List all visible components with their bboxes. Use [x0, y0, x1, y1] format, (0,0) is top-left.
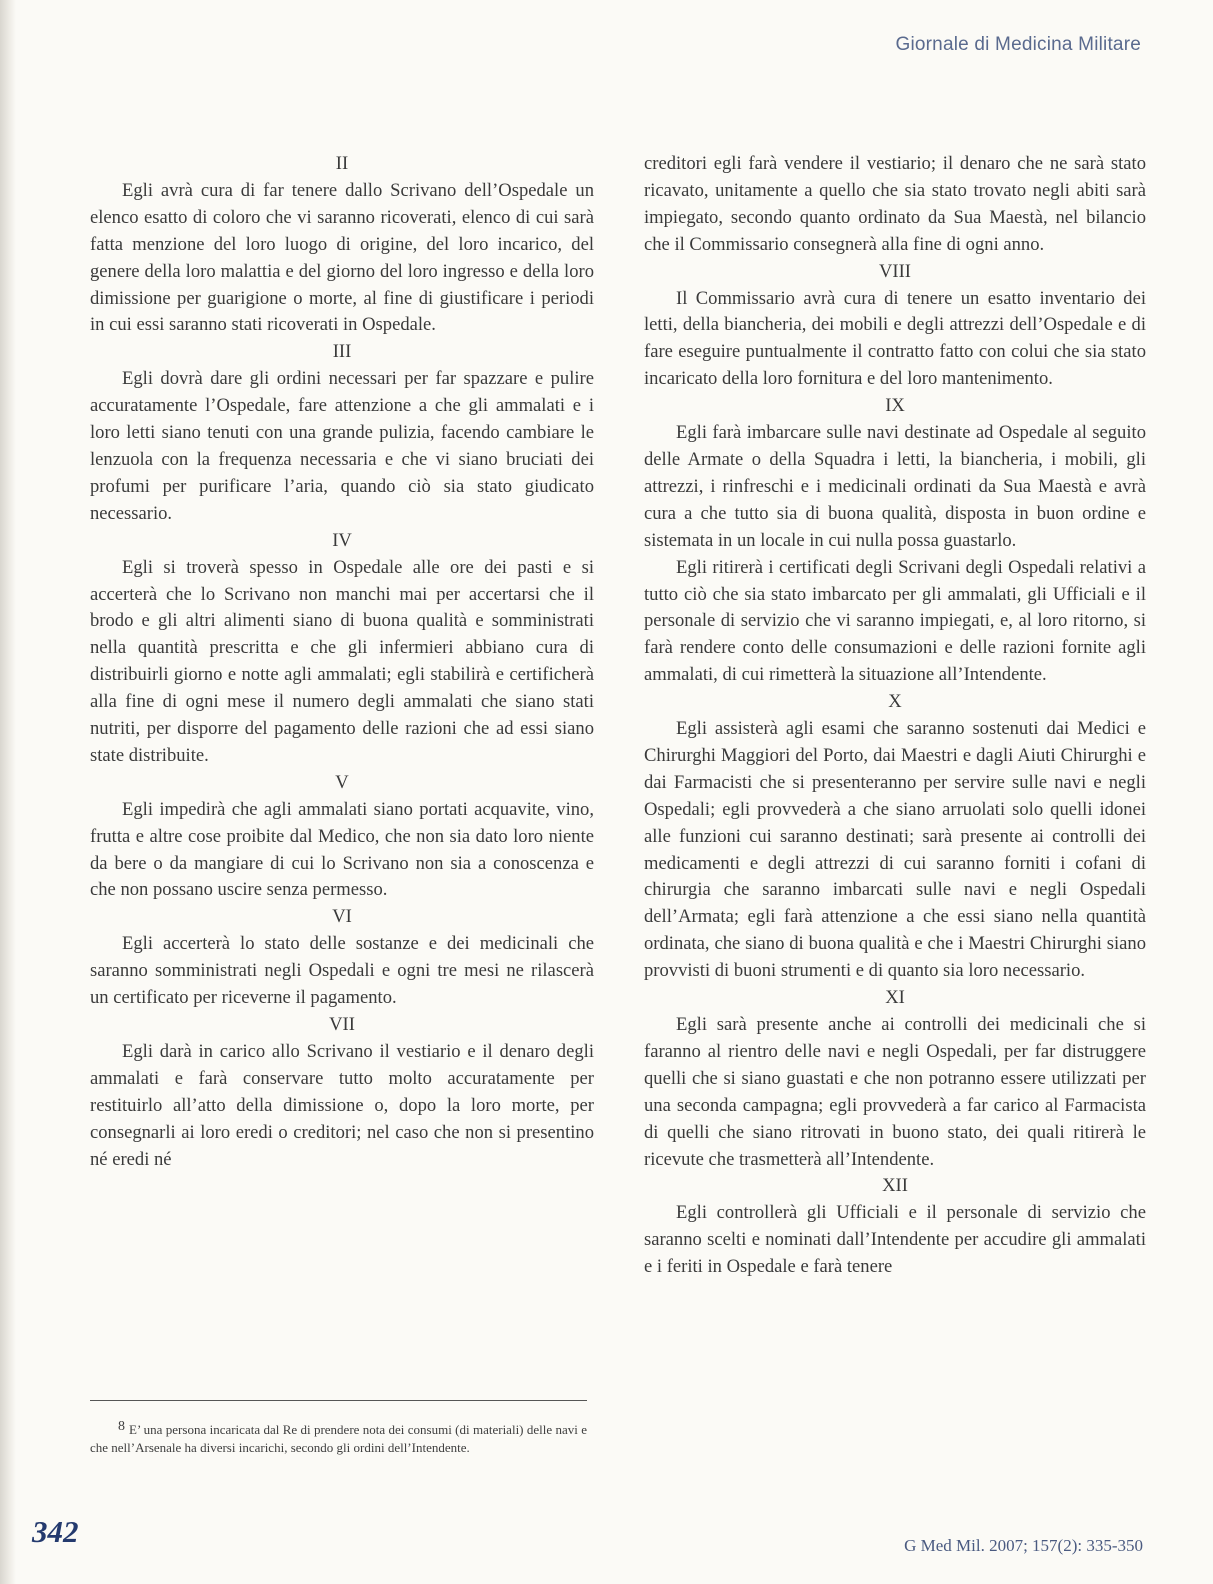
article-heading-viii: VIII [878, 260, 911, 282]
journal-title: Giornale di Medicina Militare [895, 34, 1141, 55]
paragraph-x: Egli assisterà agli esami che saranno sostenuti dai Medici e Chirurghi Maggiori del Porto, dai Maestri e dagli Aiuti Chirurghi e dai Farmacisti che si presenteranno per servire sulle navi e negli Ospedali; egli provvederà a che siano arruolati solo quelli idonei alle funzioni cui saranno destinati; sarà presente ai controlli dei medicamenti e degli attrezzi di cui saranno forniti i cofani di chirurgia che saranno imbarcati sulle navi e negli Ospedali dell’Armata; egli farà attenzione a che essi siano nella quantità ordinata, che siano di buona qualità e che i Maestri Chirurghi siano provvisti di buoni strumenti e di quanto sia loro necessario. [644, 718, 1146, 982]
article-heading-xi: XI [885, 987, 905, 1009]
paragraph-ix-a: Egli farà imbarcare sulle navi destinate ad Ospedale al seguito delle Armate o della Squadra i letti, la biancheria, i mobili, gli attrezzi, i rinfreschi e i medicinali ordinati da Sua Maestà e avrà cura a che tutto sia di buona qualità, disposta in buon ordine e sistemata in un locale in cui nulla possa guastarlo. [644, 422, 1146, 551]
article-heading-ii: II [335, 153, 349, 174]
right-column [644, 151, 1146, 1281]
article-heading-iv: IV [332, 529, 352, 551]
paragraph-ix-b: Egli ritirerà i certificati degli Scrivani degli Ospedali relativi a tutto ciò che sia stato imbarcato per gli ammalati, gli Ufficiali e il personale di servizio che vi saranno impiegati, e, al loro ritorno, si farà rendere conto delle consumazioni e delle razioni fornite agli ammalati, di cui rimetterà la situazione all’Intendente. [644, 556, 1146, 686]
paragraph-iii: Egli dovrà dare gli ordini necessari per far spazzare e pulire accuratamente l’Ospedale, fare attenzione a che gli ammalati e i loro letti siano tenuti con una grande pulizia, facendo cambiare le lenzuola con la frequenza necessaria e che vi siano bruciati dei profumi per purificare l’aria, quando ciò sia stato giudicato necessario. [90, 368, 594, 524]
article-heading-vi: VI [332, 906, 352, 928]
paragraph-vii-continued: creditori egli farà vendere il vestiario; il denaro che ne sarà stato ricavato, unitamente a quello che sia stato trovato negli abiti sarà impiegato, secondo quanto ordinato da Sua Maestà, nel bilancio che il Commissario consegnerà alla fine di ogni anno. [644, 153, 1146, 255]
page-number: 342 [32, 1514, 79, 1549]
paragraph-viii: Il Commissario avrà cura di tenere un esatto inventario dei letti, della biancheria, dei mobili e degli attrezzi dell’Ospedale e di fare eseguire puntualmente il contratto fatto con colui che sia stato incaricato della loro fornitura e del loro mantenimento. [644, 287, 1146, 390]
article-heading-x: X [888, 691, 902, 713]
paragraph-vii: Egli darà in carico allo Scrivano il vestiario e il denaro degli ammalati e farà conservare tutto molto accuratamente per restituirlo all’atto della dimissione o, dopo la loro morte, per consegnarli ai loro eredi o creditori; nel caso che non si presentino né eredi né [90, 1040, 594, 1170]
paragraph-vi: Egli accerterà lo stato delle sostanze e dei medicinali che saranno somministrati negli Ospedali e ogni tre mesi ne rilascerà un certificato per riceverne il pagamento. [90, 933, 594, 1009]
footnote-divider [90, 1400, 587, 1401]
article-heading-xii: XII [882, 1175, 908, 1197]
paragraph-xi: Egli sarà presente anche ai controlli dei medicinali che si faranno al rientro delle navi e negli Ospedali, per far distruggere quelli che si siano guastati e che non potranno essere utilizzati per una seconda campagna; egli provvederà a far carico al Farmacista di quelli che siano ritrovati in buono stato, dei quali ritirerà le ricevute che trasmetterà all’Intendente. [644, 1014, 1146, 1170]
article-heading-vii: VII [329, 1014, 355, 1035]
footnote-text: E’ una persona incaricata dal Re di prendere nota dei consumi (di materiali) delle navi e che nell’Arsenale ha diversi incarichi, secondo gli ordini dell’Intendente. [90, 1422, 587, 1455]
paragraph-v: Egli impedirà che agli ammalati siano portati acquavite, vino, frutta e altre cose proibite dal Medico, che non sia dato loro niente da bere o da mangiare di cui lo Scrivano non sia a conoscenza e che non possano uscire senza permesso. [90, 798, 594, 901]
left-column [90, 151, 594, 1173]
paragraph-ii: Egli avrà cura di far tenere dallo Scrivano dell’Ospedale un elenco esatto di coloro che vi saranno ricoverati, elenco di cui sarà fatta menzione del loro luogo di origine, del loro incarico, del genere della loro malattia e del giorno del loro ingresso e della loro dimissione per guarigione o morte, al fine di giustificare i periodi in cui essi saranno stati ricoverati in Ospedale. [90, 179, 594, 336]
article-heading-ix: IX [885, 395, 905, 417]
footnote-marker: 8 [118, 1419, 125, 1434]
footnote [90, 1418, 587, 1457]
page-binding-shadow [0, 0, 16, 1584]
citation: G Med Mil. 2007; 157(2): 335-350 [904, 1536, 1143, 1555]
paragraph-xii: Egli controllerà gli Ufficiali e il personale di servizio che saranno scelti e nominati dall’Intendente per accudire gli ammalati e i feriti in Ospedale e farà tenere [644, 1202, 1146, 1278]
article-heading-iii: III [332, 341, 352, 363]
paragraph-iv: Egli si troverà spesso in Ospedale alle ore dei pasti e si accerterà che lo Scrivano non manchi mai per accertarsi che il brodo e gli altri alimenti siano di buona qualità e somministrati nella quantità prescritta e che gli infermieri abbiano cura di distribuirli giorno e notte agli ammalati; egli stabilirà e certificherà alla fine di ogni mese il numero degli ammalati che siano stati nutriti, per disporre del pagamento delle razioni che ad essi siano state distribuite. [90, 556, 594, 766]
article-heading-v: V [335, 771, 349, 793]
